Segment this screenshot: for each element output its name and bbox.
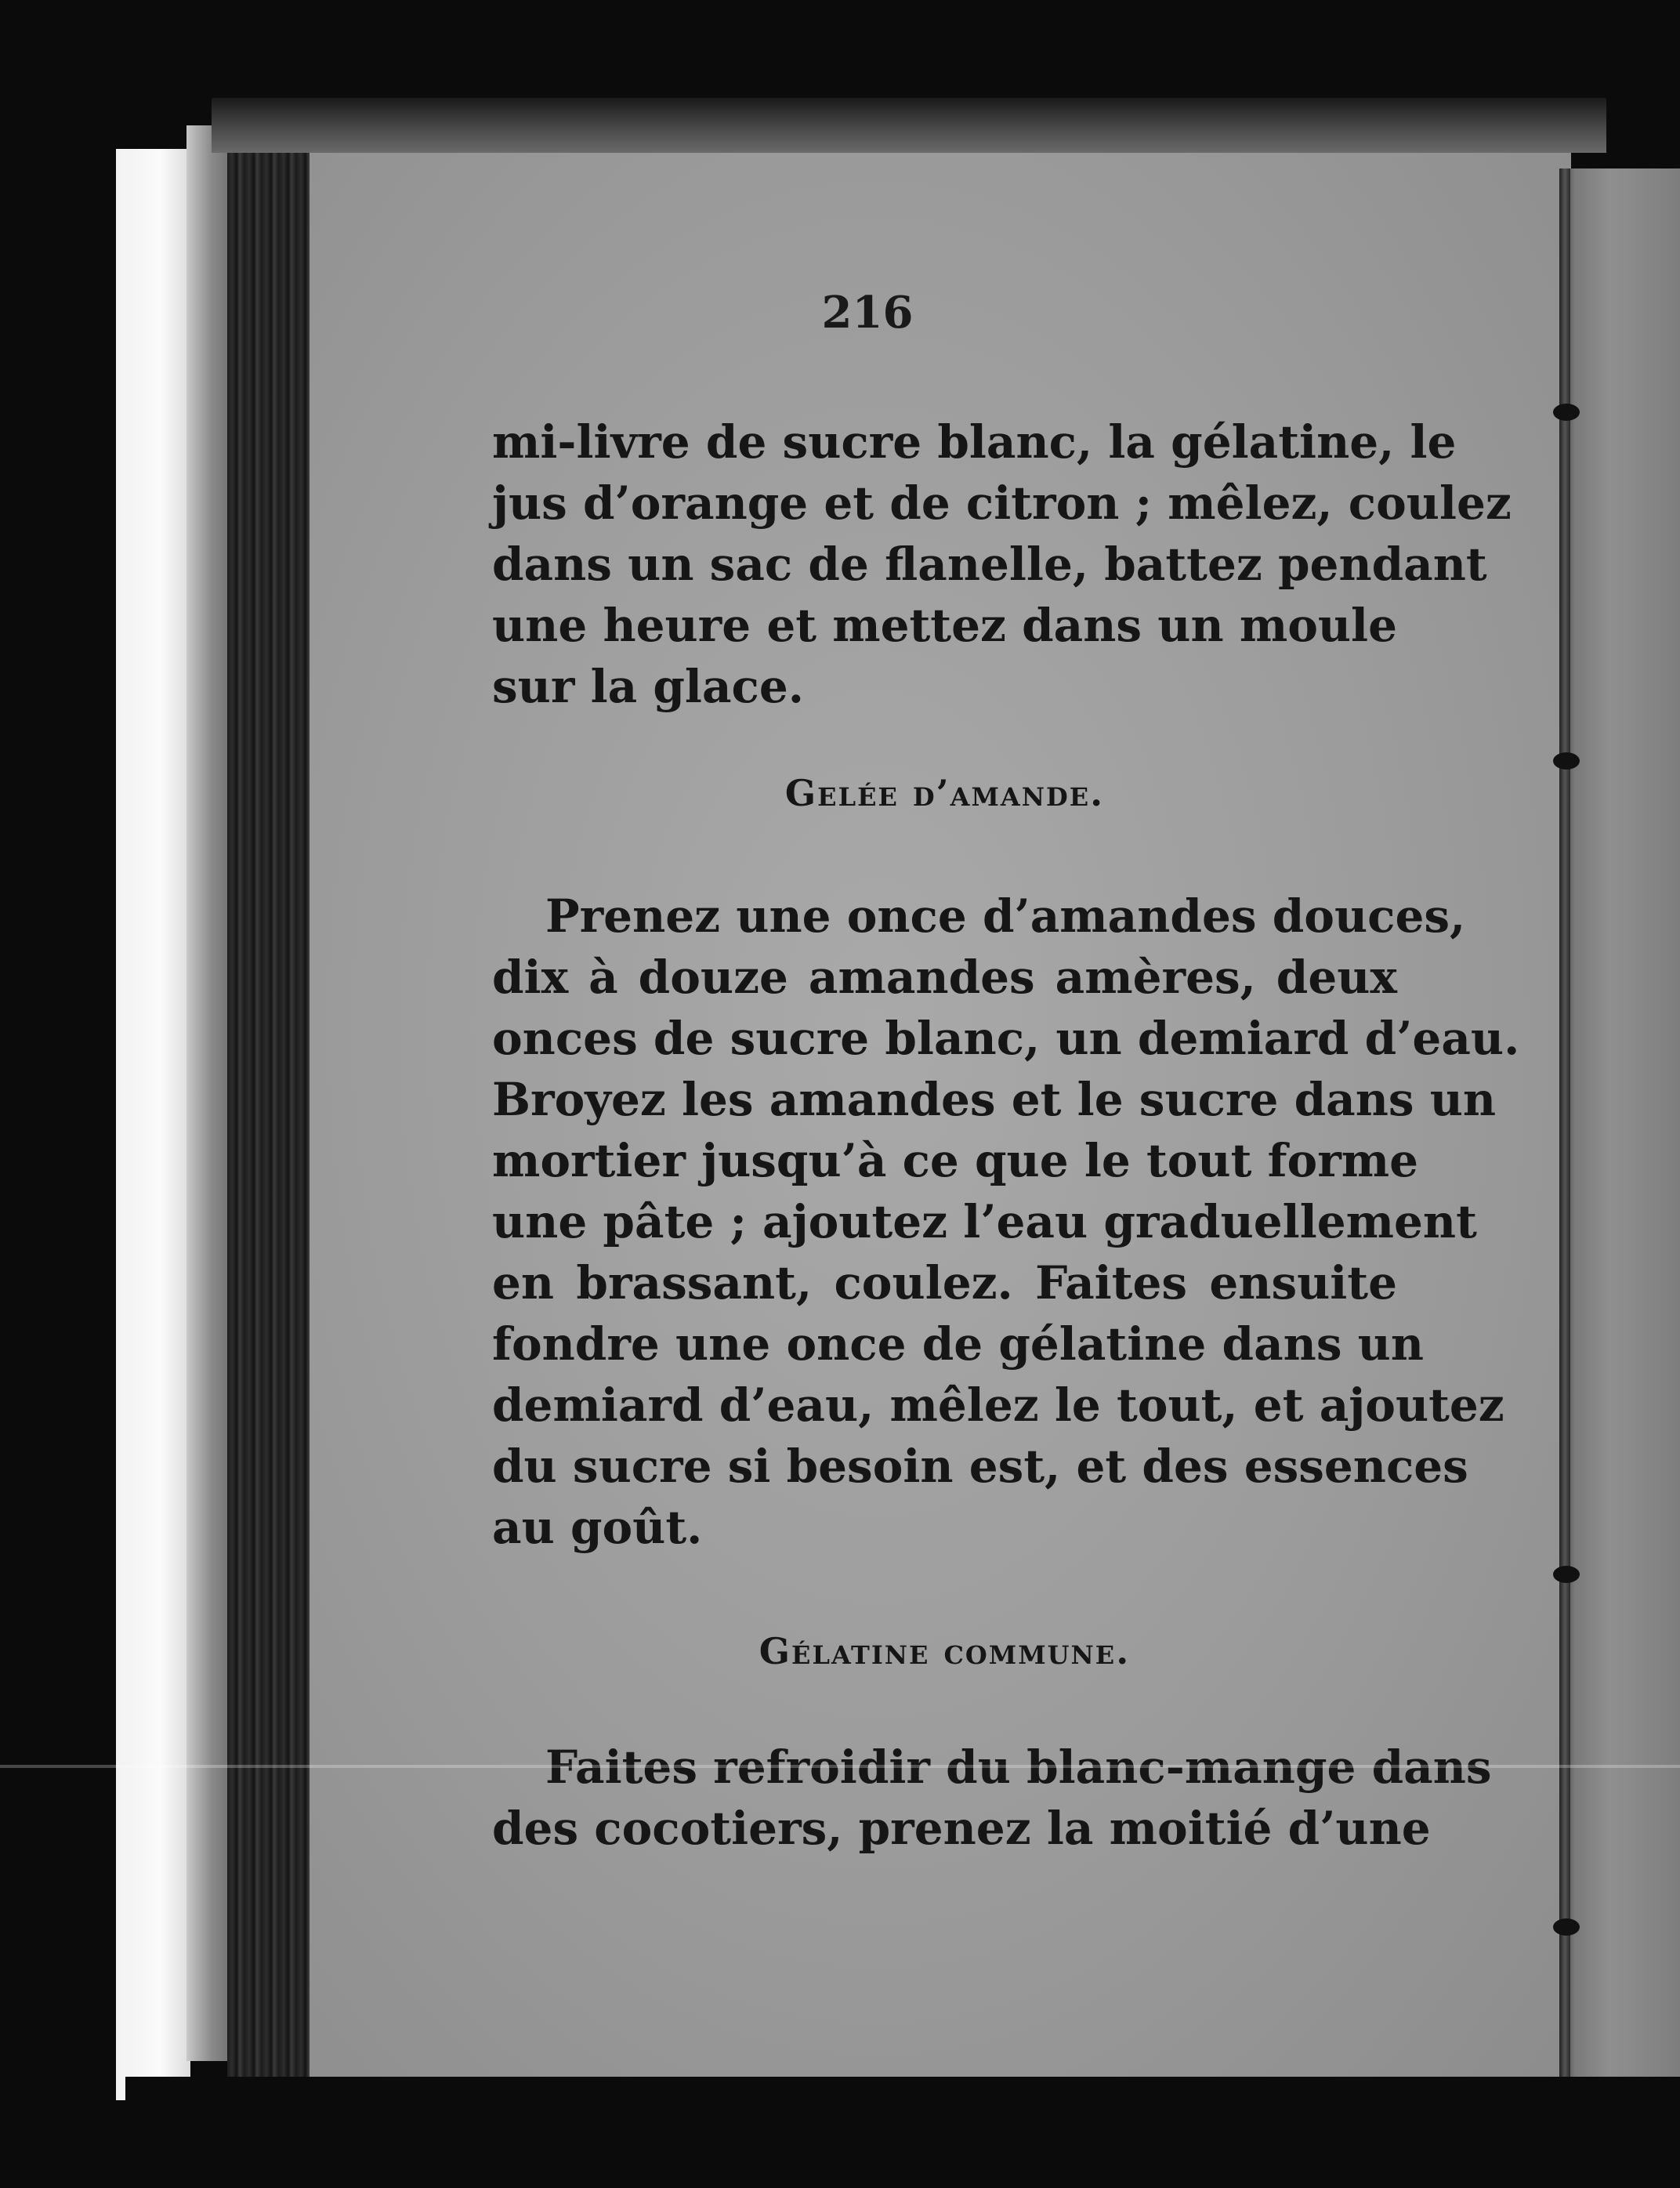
text-line: une pâte ; ajoutez l’eau graduellement [492, 1195, 1477, 1248]
recipe-heading-gelee-amande: Gelée d’amande. [784, 772, 1105, 814]
text-line: au goût. [492, 1501, 703, 1554]
stitch-mark [1553, 1566, 1580, 1583]
text-line: des cocotiers, prenez la moitié d’une [492, 1802, 1431, 1855]
text-line: une heure et mettez dans un moule [492, 599, 1397, 652]
facing-page-edge [1563, 168, 1680, 2081]
text-line: Broyez les amandes et le sucre dans un [492, 1073, 1497, 1126]
paragraph-continued [492, 411, 1512, 717]
text-line: mi-livre de sucre blanc, la gélatine, le [492, 415, 1457, 469]
text-line: Faites refroidir du blanc-mange dans [545, 1741, 1492, 1794]
stitch-mark [1553, 752, 1580, 770]
recipe-heading-gelatine-commune: Gélatine commune. [759, 1630, 1131, 1672]
gutter [1559, 168, 1570, 2081]
text-line: onces de sucre blanc, un demiard d’eau. [492, 1012, 1520, 1065]
text-line: demiard d’eau, mêlez le tout, et ajoutez [492, 1378, 1504, 1432]
page-edge-white [116, 149, 190, 2100]
paragraph-gelee-amande [492, 886, 1520, 1558]
text-line: du sucre si besoin est, et des essences [492, 1440, 1468, 1493]
text-line: fondre une once de gélatine dans un [492, 1317, 1424, 1371]
bottom-edge [125, 2077, 1680, 2188]
text-line: mortier jusqu’à ce que le tout forme [492, 1134, 1419, 1187]
text-line: en brassant, coulez. Faites ensuite [492, 1256, 1397, 1310]
page-number: 216 [821, 287, 914, 339]
text-line: dix à douze amandes amères, deux [492, 951, 1397, 1004]
scan-artifact-line [0, 1765, 1680, 1768]
text-line: dans un sac de flanelle, battez pendant [492, 538, 1487, 591]
text-line: sur la glace. [492, 660, 804, 713]
text-line: jus d’orange et de citron ; mêlez, coulez [492, 476, 1512, 530]
stitch-mark [1553, 404, 1580, 421]
paragraph-gelatine-commune [492, 1737, 1492, 1859]
text-line: Prenez une once d’amandes douces, [545, 889, 1466, 943]
stitch-mark [1553, 1918, 1580, 1936]
top-edge [212, 98, 1606, 153]
